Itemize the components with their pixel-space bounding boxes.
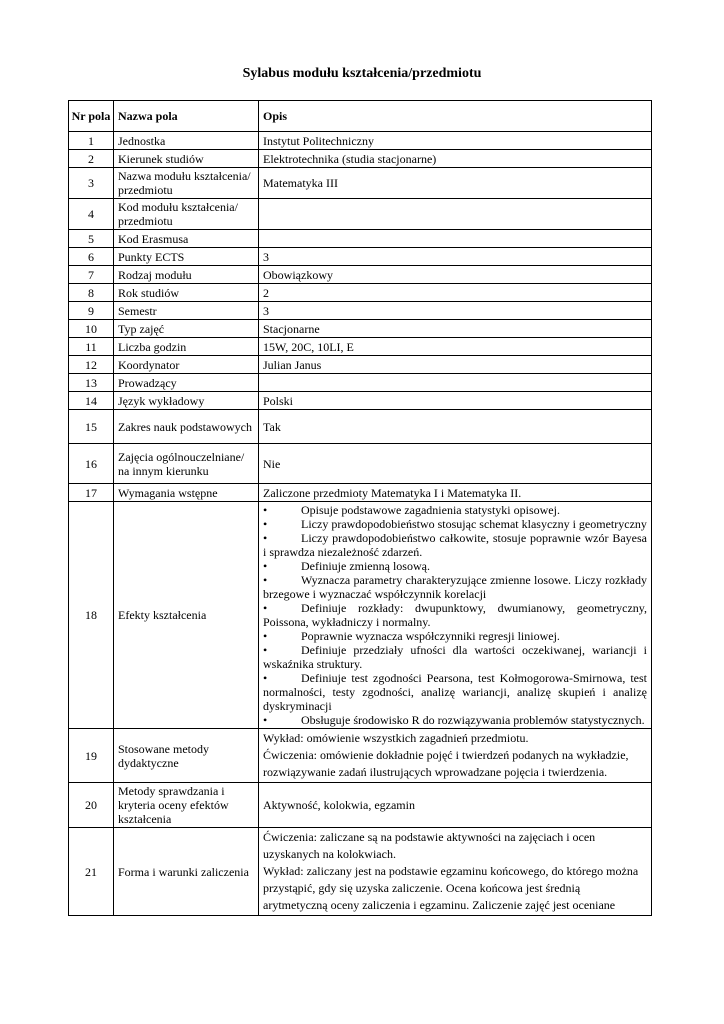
row-name: Rodzaj modułu [114, 266, 259, 284]
outcome-item [263, 601, 647, 629]
table-row-19 [69, 729, 652, 783]
row-desc: Polski [259, 392, 652, 410]
table-row-10 [69, 320, 652, 338]
bullet-icon: • [263, 671, 268, 685]
row-name: Rok studiów [114, 284, 259, 302]
outcome-text: Definiuje rozkłady: dwupunktowy, dwumianowy, geometryczny, Poissona, wykładniczy i normalny. [263, 601, 647, 629]
bullet-icon: • [263, 713, 268, 727]
row-nr: 6 [69, 248, 114, 266]
row-name: Efekty kształcenia [114, 502, 259, 729]
outcome-text: Poprawnie wyznacza współczynniki regresji liniowej. [301, 629, 560, 643]
row-desc [259, 199, 652, 230]
row-nr: 13 [69, 374, 114, 392]
table-row-4 [69, 199, 652, 230]
row-name: Forma i warunki zaliczenia [114, 828, 259, 916]
row-desc [259, 729, 652, 783]
table-row-9 [69, 302, 652, 320]
outcome-text: Definiuje test zgodności Pearsona, test Kołmogorowa-Smirnowa, test normalności, testy zgodności, analizę wariancji, analizę skupień i analizę dyskryminacji [263, 671, 647, 713]
row-nr: 18 [69, 502, 114, 729]
row-nr: 9 [69, 302, 114, 320]
outcome-item [263, 671, 647, 713]
page-title: Sylabus modułu kształcenia/przedmiotu [242, 66, 482, 81]
header-nr: Nr pola [69, 101, 114, 132]
outcome-item [263, 713, 647, 727]
outcome-item [263, 573, 647, 601]
header-row [69, 101, 652, 132]
table-row-3 [69, 168, 652, 199]
row-nr: 7 [69, 266, 114, 284]
row-name: Liczba godzin [114, 338, 259, 356]
row-desc: Nie [259, 444, 652, 484]
bullet-icon: • [263, 643, 268, 657]
row-desc: Zaliczone przedmioty Matematyka I i Matematyka II. [259, 484, 652, 502]
row-nr: 19 [69, 729, 114, 783]
row-desc: Matematyka III [259, 168, 652, 199]
table-row-7 [69, 266, 652, 284]
teaching-method-line: Wykład: omówienie wszystkich zagadnień przedmiotu. [263, 731, 529, 745]
row-desc: Obowiązkowy [259, 266, 652, 284]
row-nr: 16 [69, 444, 114, 484]
row-nr: 1 [69, 132, 114, 150]
row-name: Język wykładowy [114, 392, 259, 410]
outcomes-list [263, 503, 647, 727]
table-row-17 [69, 484, 652, 502]
bullet-icon: • [263, 573, 268, 587]
outcome-item [263, 517, 647, 531]
outcome-text: Definiuje przedziały ufności dla wartości oczekiwanej, wariancji i wskaźnika struktury. [263, 643, 647, 671]
row-name: Zajęcia ogólnouczelniane/ na innym kierunku [114, 444, 259, 484]
row-name: Kod Erasmusa [114, 230, 259, 248]
row-nr: 15 [69, 410, 114, 444]
header-desc: Opis [259, 101, 652, 132]
outcome-item [263, 643, 647, 671]
outcome-text: Wyznacza parametry charakteryzujące zmienne losowe. Liczy rozkłady brzegowe i wyznaczać współczynnik korelacji [263, 573, 647, 601]
outcome-item [263, 503, 647, 517]
table-row-21 [69, 828, 652, 916]
row-desc [259, 374, 652, 392]
bullet-icon: • [263, 559, 268, 573]
grading-line: Ćwiczenia: zaliczane są na podstawie aktywności na zajęciach i ocen uzyskanych na kolokwiach. [263, 830, 596, 861]
row-desc: 15W, 20C, 10LI, E [259, 338, 652, 356]
table-row-18 [69, 502, 652, 729]
row-nr: 14 [69, 392, 114, 410]
outcome-text: Opisuje podstawowe zagadnienia statystyki opisowej. [301, 503, 560, 517]
learning-outcomes [259, 502, 652, 729]
row-nr: 5 [69, 230, 114, 248]
table-row-8 [69, 284, 652, 302]
syllabus-table [68, 100, 652, 916]
table-row-15 [69, 410, 652, 444]
row-nr: 21 [69, 828, 114, 916]
table-row-1 [69, 132, 652, 150]
table-row-2 [69, 150, 652, 168]
row-desc: 3 [259, 302, 652, 320]
row-nr: 4 [69, 199, 114, 230]
row-nr: 17 [69, 484, 114, 502]
header-name: Nazwa pola [114, 101, 259, 132]
bullet-icon: • [263, 531, 268, 545]
table-row-12 [69, 356, 652, 374]
row-nr: 2 [69, 150, 114, 168]
row-name: Zakres nauk podstawowych [114, 410, 259, 444]
bullet-icon: • [263, 601, 268, 615]
row-nr: 8 [69, 284, 114, 302]
outcome-text: Liczy prawdopodobieństwo całkowite, stosuje poprawnie wzór Bayesa i sprawdza niezależność zdarzeń. [263, 531, 647, 559]
row-name: Nazwa modułu kształcenia/ przedmiotu [114, 168, 259, 199]
row-name: Wymagania wstępne [114, 484, 259, 502]
table-row-6 [69, 248, 652, 266]
row-name: Semestr [114, 302, 259, 320]
row-nr: 20 [69, 783, 114, 828]
outcome-item [263, 531, 647, 559]
outcome-item [263, 559, 647, 573]
row-nr: 10 [69, 320, 114, 338]
row-name: Punkty ECTS [114, 248, 259, 266]
row-desc: 3 [259, 248, 652, 266]
row-name: Prowadzący [114, 374, 259, 392]
row-name: Stosowane metody dydaktyczne [114, 729, 259, 783]
teaching-method-line: Ćwiczenia: omówienie dokładnie pojęć i twierdzeń podanych na wykładzie, rozwiązywanie zadań ilustrujących wprowadzane pojęcia i twierdzenia. [263, 748, 629, 779]
outcome-item [263, 629, 647, 643]
row-name: Typ zajęć [114, 320, 259, 338]
row-name: Jednostka [114, 132, 259, 150]
row-desc: Tak [259, 410, 652, 444]
bullet-icon: • [263, 517, 268, 531]
row-name: Kod modułu kształcenia/ przedmiotu [114, 199, 259, 230]
bullet-icon: • [263, 629, 268, 643]
row-name: Metody sprawdzania i kryteria oceny efektów kształcenia [114, 783, 259, 828]
table-row-11 [69, 338, 652, 356]
row-nr: 3 [69, 168, 114, 199]
table-row-16 [69, 444, 652, 484]
bullet-icon: • [263, 503, 268, 517]
row-desc [259, 828, 652, 916]
table-row-20 [69, 783, 652, 828]
row-nr: 12 [69, 356, 114, 374]
row-desc: Elektrotechnika (studia stacjonarne) [259, 150, 652, 168]
table-row-13 [69, 374, 652, 392]
row-name: Koordynator [114, 356, 259, 374]
grading-line: Wykład: zaliczany jest na podstawie egzaminu końcowego, do którego można przystąpić, gdy się uzyska zaliczenie. Ocena końcowa jest średnią arytmetyczną oceny zaliczenia i egzaminu. Zaliczenie zajęć jest oceniane [263, 864, 639, 912]
outcome-text: Obsługuje środowisko R do rozwiązywania problemów statystycznych. [301, 713, 645, 727]
table-row-14 [69, 392, 652, 410]
row-desc: Julian Janus [259, 356, 652, 374]
outcome-text: Liczy prawdopodobieństwo stosując schemat klasyczny i geometryczny [301, 517, 647, 531]
row-desc: 2 [259, 284, 652, 302]
table-row-5 [69, 230, 652, 248]
row-desc [259, 230, 652, 248]
row-desc: Instytut Politechniczny [259, 132, 652, 150]
outcome-text: Definiuje zmienną losową. [301, 559, 430, 573]
row-nr: 11 [69, 338, 114, 356]
row-desc: Aktywność, kolokwia, egzamin [259, 783, 652, 828]
row-desc: Stacjonarne [259, 320, 652, 338]
row-name: Kierunek studiów [114, 150, 259, 168]
